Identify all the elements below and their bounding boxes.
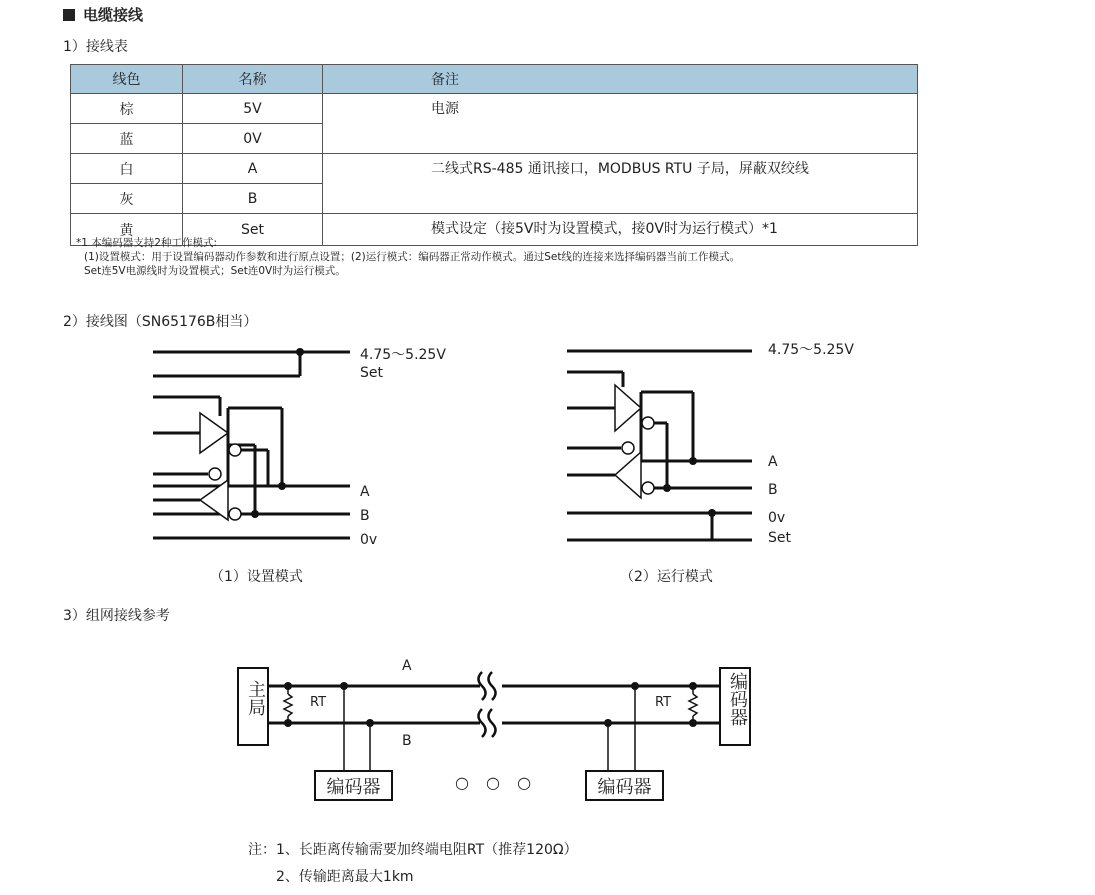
left-caption: （1）设置模式: [210, 569, 303, 585]
right-caption: （2）运行模式: [620, 569, 713, 585]
encoder-label: 编码器: [326, 777, 381, 798]
footnote-line2: (1)设置模式：用于设置编码器动作参数和进行原点设置；(2)运行模式：编码器正常动作模式。通过Set线的连接来选择编码器当前工作模式。: [84, 251, 740, 263]
square-bullet-icon: [63, 9, 75, 21]
terminator-resistor-icon: [689, 694, 697, 716]
cell-note-power: 电源: [323, 94, 918, 154]
junction-dot: [689, 719, 697, 727]
junction-dot: [340, 682, 348, 690]
table-row: [71, 94, 918, 124]
junction-dot: [689, 457, 697, 465]
junction-dot: [663, 484, 671, 492]
left-gnd-label: 0v: [360, 532, 378, 548]
table-row: [71, 154, 918, 184]
break-mark-icon: [489, 672, 496, 700]
note-1: 注：1、长距离传输需要加终端电阻RT（推荐120Ω）: [248, 842, 578, 858]
table-header-note: 备注: [323, 65, 918, 94]
note-2: 2、传输距离最大1km: [276, 869, 414, 885]
cell-name: Set: [183, 214, 323, 246]
junction-dot: [708, 509, 716, 517]
junction-dot: [284, 682, 292, 690]
junction-dot: [366, 719, 374, 727]
cell-note-mode: 模式设定（接5V时为设置模式，接0V时为运行模式）*1: [323, 214, 918, 246]
footnote-line3: Set连5V电源线时为设置模式；Set连0V时为运行模式。: [84, 265, 346, 277]
right-b-label: B: [768, 482, 778, 498]
rt-label: RT: [655, 695, 672, 710]
right-set-label: Set: [768, 530, 791, 546]
footnote-title: *1 本编码器支持2种工作模式:: [76, 237, 217, 249]
section-title-text: 电缆接线: [83, 6, 144, 24]
network-b-label: B: [402, 733, 412, 749]
end-encoder-label: 编码器: [727, 672, 748, 726]
run-mode-diagram: [555, 335, 775, 550]
subheading-wiring-table: 1）接线表: [63, 39, 128, 55]
rt-label: RT: [310, 695, 327, 710]
inverter-bubble-icon: [642, 482, 654, 494]
junction-dot: [284, 719, 292, 727]
junction-dot: [251, 510, 259, 518]
terminator-resistor-icon: [284, 694, 292, 716]
right-gnd-label: 0v: [768, 510, 786, 526]
break-mark-icon: [489, 709, 496, 737]
section-title: [63, 4, 143, 25]
table-header-color: 线色: [71, 65, 183, 94]
wiring-table: [70, 64, 918, 246]
driver-buffer-icon: [200, 413, 228, 453]
inverter-bubble-icon: [229, 444, 241, 456]
inverter-bubble-icon: [229, 508, 241, 520]
junction-dot: [604, 719, 612, 727]
junction-dot: [631, 682, 639, 690]
right-a-label: A: [768, 454, 778, 470]
left-b-label: B: [360, 508, 370, 524]
cell-color: 灰: [71, 184, 183, 214]
junction-dot: [689, 682, 697, 690]
cell-note-comm: 二线式RS-485 通讯接口，MODBUS RTU 子局，屏蔽双绞线: [323, 154, 918, 214]
cell-color: 白: [71, 154, 183, 184]
right-vcc-label: 4.75～5.25V: [768, 342, 854, 358]
receiver-buffer-icon: [615, 452, 641, 498]
cell-color: 蓝: [71, 124, 183, 154]
ellipsis-dots: ○ ○ ○: [455, 773, 538, 792]
inverter-bubble-icon: [622, 442, 634, 454]
left-a-label: A: [360, 484, 370, 500]
cell-color: 棕: [71, 94, 183, 124]
cell-name: B: [183, 184, 323, 214]
driver-buffer-icon: [615, 385, 641, 431]
left-set-label: Set: [360, 365, 383, 381]
table-header-row: [71, 65, 918, 94]
cell-name: 5V: [183, 94, 323, 124]
junction-dot: [278, 482, 286, 490]
cell-color: 黄: [71, 214, 183, 246]
subheading-wiring-diagram: 2）接线图（SN65176B相当）: [63, 314, 258, 330]
encoder-label: 编码器: [597, 777, 652, 798]
junction-dot: [296, 348, 304, 356]
table-header-name: 名称: [183, 65, 323, 94]
setting-mode-diagram: [140, 335, 460, 560]
master-label: 主局: [245, 680, 266, 716]
network-a-label: A: [402, 658, 412, 674]
left-vcc-label: 4.75～5.25V: [360, 347, 446, 363]
inverter-bubble-icon: [642, 417, 654, 429]
cell-name: 0V: [183, 124, 323, 154]
inverter-bubble-icon: [209, 468, 221, 480]
subheading-network: 3）组网接线参考: [63, 608, 170, 624]
cell-name: A: [183, 154, 323, 184]
